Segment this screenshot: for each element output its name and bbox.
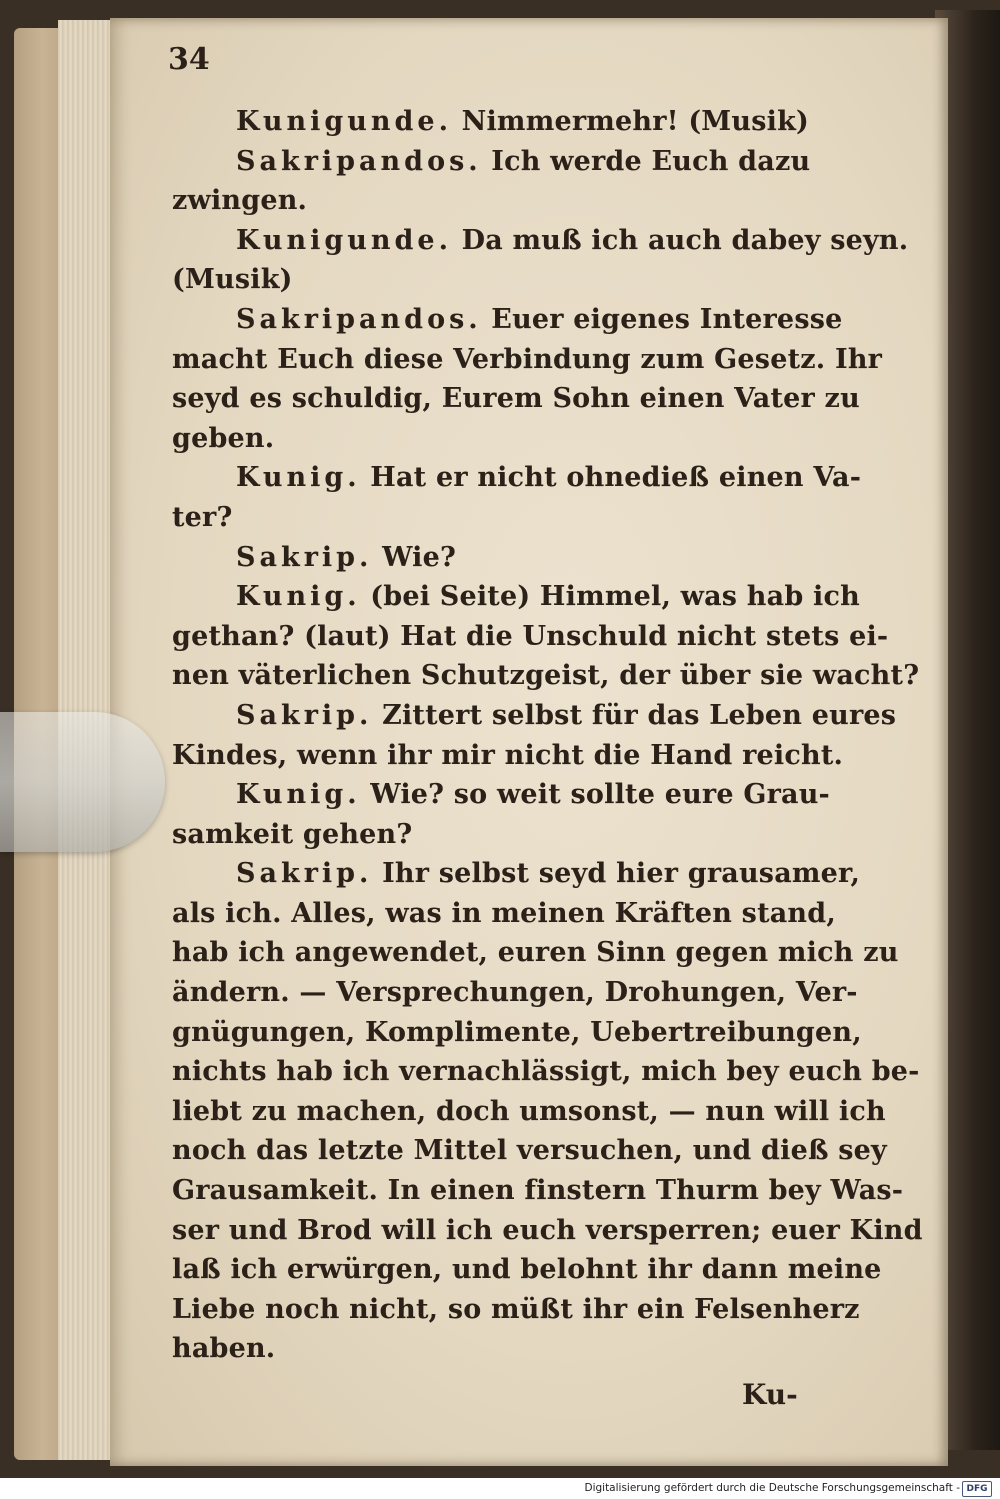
text-line bbox=[172, 894, 842, 934]
text-line bbox=[172, 815, 842, 855]
text-line bbox=[172, 1131, 887, 1171]
line-text: Zittert selbst für das Leben eures bbox=[372, 699, 897, 731]
line-text: Ich werde Euch dazu bbox=[481, 145, 811, 177]
line-text: zwingen. bbox=[172, 185, 308, 217]
line-text: Grausamkeit. In einen finstern Thurm bey Was- bbox=[172, 1175, 904, 1207]
line-text: Kindes, wenn ihr mir nicht die Hand reicht. bbox=[172, 739, 844, 771]
line-text: ändern. — Versprechungen, Drohungen, Ver- bbox=[172, 977, 858, 1009]
speaker-name: Kunig. bbox=[236, 779, 361, 811]
line-text: (bei Seite) Himmel, was hab ich bbox=[360, 581, 860, 613]
text-line bbox=[172, 379, 860, 419]
text-line bbox=[172, 617, 889, 657]
line-text: Hat er nicht ohnedieß einen Va- bbox=[360, 462, 862, 494]
line-text: hab ich angewendet, euren Sinn gegen mich zu bbox=[172, 937, 899, 969]
text-line bbox=[172, 973, 858, 1013]
line-text: Da muß ich auch dabey seyn. bbox=[452, 224, 909, 256]
text-line bbox=[172, 1211, 923, 1251]
text-line bbox=[172, 458, 862, 498]
page-text bbox=[172, 102, 923, 1369]
text-line bbox=[172, 102, 842, 142]
page-number: 34 bbox=[168, 42, 210, 77]
text-line bbox=[172, 736, 842, 776]
line-text: noch das letzte Mittel versuchen, und dieß sey bbox=[172, 1135, 887, 1167]
line-text: (Musik) bbox=[172, 264, 293, 296]
text-line bbox=[172, 656, 920, 696]
text-line bbox=[172, 577, 860, 617]
dfg-logo: DFG bbox=[962, 1481, 992, 1497]
text-line bbox=[172, 142, 842, 182]
catchword: Ku- bbox=[742, 1378, 798, 1411]
page-clip bbox=[0, 712, 165, 852]
line-text: ser und Brod will ich euch versperren; euer Kind bbox=[172, 1214, 923, 1246]
text-line bbox=[172, 498, 842, 538]
text-line bbox=[172, 1290, 860, 1330]
line-text: nen väterlichen Schutzgeist, der über sie wacht? bbox=[172, 660, 920, 692]
text-line bbox=[172, 181, 842, 221]
line-text: Wie? bbox=[372, 541, 456, 573]
line-text: Wie? so weit sollte eure Grau- bbox=[360, 779, 830, 811]
speaker-name: Kunigunde. bbox=[236, 224, 452, 256]
line-text: Nimmermehr! (Musik) bbox=[452, 106, 809, 137]
speaker-name: Sakripandos. bbox=[236, 303, 482, 335]
speaker-name: Kunig. bbox=[236, 462, 361, 494]
speaker-name: Kunig. bbox=[236, 581, 361, 613]
text-line bbox=[172, 696, 897, 736]
line-text: samkeit gehen? bbox=[172, 818, 413, 850]
line-text: nichts hab ich vernachlässigt, mich bey euch be- bbox=[172, 1056, 920, 1088]
speaker-name: Sakrip. bbox=[236, 858, 373, 890]
text-line bbox=[172, 1171, 904, 1211]
line-text: haben. bbox=[172, 1333, 276, 1365]
line-text: gethan? (laut) Hat die Unschuld nicht stets ei- bbox=[172, 620, 889, 652]
text-line bbox=[172, 340, 883, 380]
speaker-name: Sakrip. bbox=[236, 699, 373, 731]
text-line bbox=[172, 1092, 886, 1132]
text-line bbox=[172, 933, 899, 973]
text-line bbox=[172, 1052, 920, 1092]
line-text: Ihr selbst seyd hier grausamer, bbox=[372, 858, 861, 890]
funding-credit: Digitalisierung gefördert durch die Deutsche Forschungsgemeinschaft - bbox=[584, 1482, 960, 1494]
line-text: ter? bbox=[172, 501, 233, 533]
text-line bbox=[172, 1013, 862, 1053]
text-line bbox=[172, 1329, 842, 1369]
line-text: laß ich erwürgen, und belohnt ihr dann meine bbox=[172, 1254, 882, 1286]
speaker-name: Kunigunde. bbox=[236, 106, 452, 137]
line-text: als ich. Alles, was in meinen Kräften stand, bbox=[172, 897, 836, 929]
text-line bbox=[172, 775, 842, 815]
text-line bbox=[172, 260, 842, 300]
text-line bbox=[172, 221, 909, 261]
line-text: macht Euch diese Verbindung zum Gesetz. Ihr bbox=[172, 343, 883, 375]
text-line bbox=[172, 1250, 882, 1290]
text-line bbox=[172, 300, 842, 340]
line-text: gnügungen, Komplimente, Uebertreibungen, bbox=[172, 1016, 862, 1048]
speaker-name: Sakrip. bbox=[236, 541, 373, 573]
line-text: liebt zu machen, doch umsonst, — nun will ich bbox=[172, 1095, 886, 1127]
text-line bbox=[172, 419, 842, 459]
line-text: seyd es schuldig, Eurem Sohn einen Vater zu bbox=[172, 383, 860, 415]
text-line bbox=[172, 854, 861, 894]
speaker-name: Sakripandos. bbox=[236, 145, 482, 177]
line-text: Liebe noch nicht, so müßt ihr ein Felsenherz bbox=[172, 1293, 860, 1325]
text-line bbox=[172, 538, 842, 578]
line-text: Euer eigenes Interesse bbox=[481, 303, 843, 335]
line-text: geben. bbox=[172, 422, 275, 454]
